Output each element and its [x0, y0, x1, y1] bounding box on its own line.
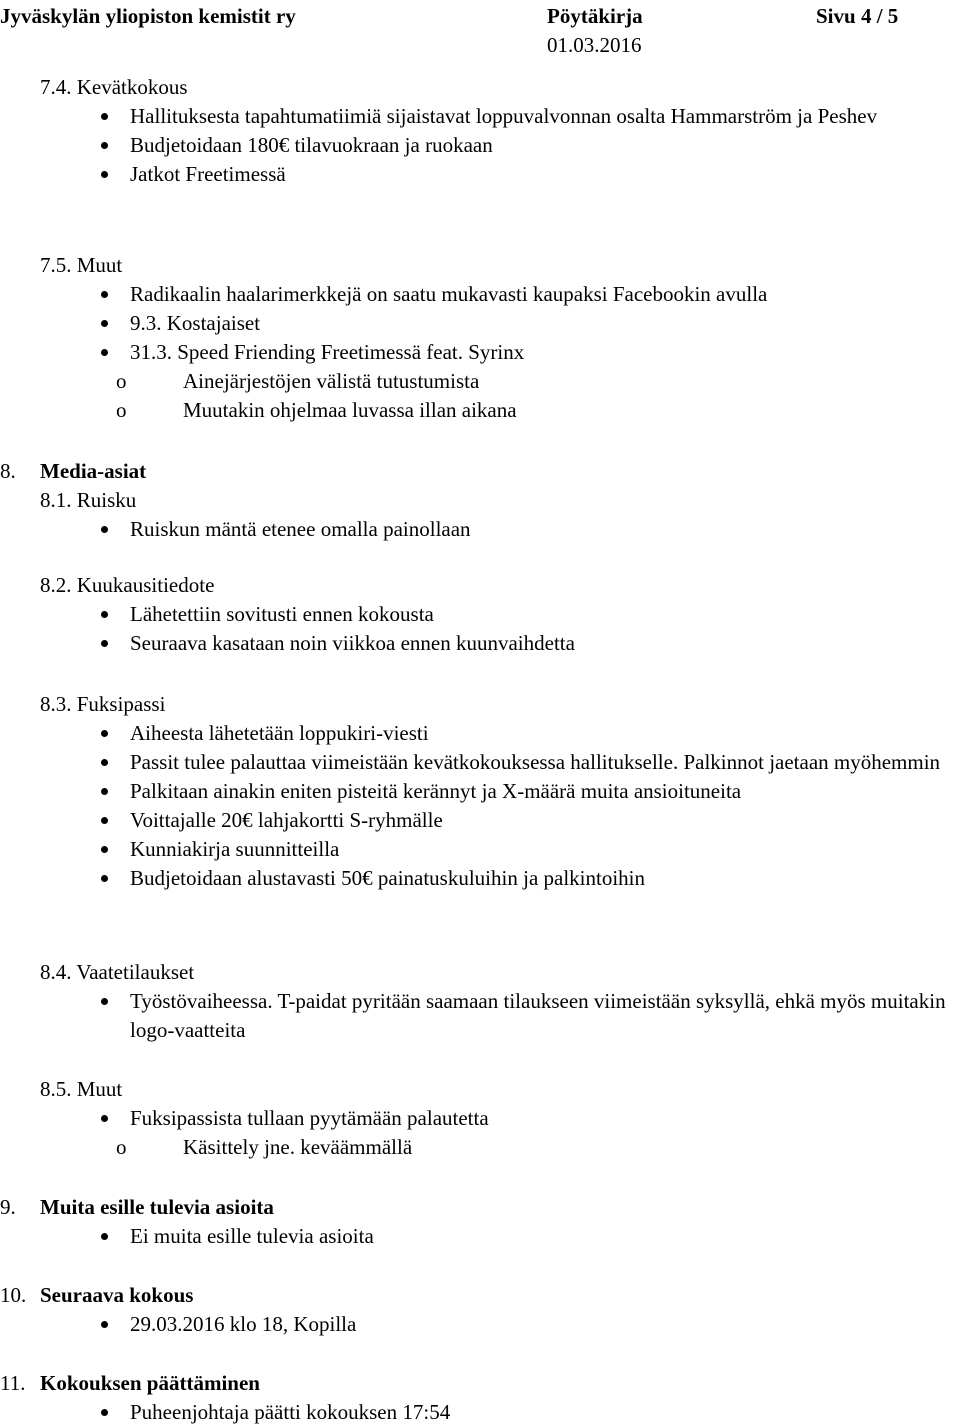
section-heading	[0, 1193, 960, 1222]
section-8-3	[0, 690, 960, 893]
section-8-2	[0, 571, 960, 658]
bullet-icon	[101, 320, 108, 327]
bullet-icon	[101, 998, 108, 1005]
bullet-icon	[101, 291, 108, 298]
bullet-icon	[101, 171, 108, 178]
section-title: 8.3. Fuksipassi	[40, 692, 166, 716]
section-8-5	[0, 1075, 960, 1162]
bullet-list	[0, 1398, 960, 1427]
list-item: Jatkot Freetimessä	[0, 160, 960, 189]
list-item: Budjetoidaan 180€ tilavuokraan ja ruokaan	[0, 131, 960, 160]
section-title: 8.5. Muut	[40, 1077, 123, 1101]
section-title: Kokouksen päättäminen	[40, 1371, 260, 1395]
bullet-list	[0, 600, 960, 658]
section-8-4	[0, 958, 960, 1045]
list-item: 9.3. Kostajaiset	[0, 309, 960, 338]
list-item: Kunniakirja suunnitteilla	[0, 835, 960, 864]
bullet-icon	[101, 846, 108, 853]
list-item: Työstövaiheessa. T-paidat pyritään saamaan tilaukseen viimeistään syksyllä, ehkä myös muitakin logo-vaatteita	[0, 987, 960, 1045]
bullet-icon	[101, 611, 108, 618]
list-item: Voittajalle 20€ lahjakortti S-ryhmälle	[0, 806, 960, 835]
list-item: Puheenjohtaja päätti kokouksen 17:54	[0, 1398, 960, 1427]
section-title: 8.4. Vaatetilaukset	[40, 960, 195, 984]
bullet-list	[0, 987, 960, 1045]
circle-bullet-icon: o	[116, 398, 127, 422]
document-date: 01.03.2016	[547, 33, 642, 57]
bullet-icon	[101, 640, 108, 647]
bullet-list	[0, 515, 960, 544]
section-heading	[0, 1369, 960, 1398]
section-title: 8.2. Kuukausitiedote	[40, 573, 215, 597]
section-title: 7.5. Muut	[40, 253, 123, 277]
organization-name: Jyväskylän yliopiston kemistit ry	[0, 4, 296, 28]
list-item: Radikaalin haalarimerkkejä on saatu mukavasti kaupaksi Facebookin avulla	[0, 280, 960, 309]
bullet-list	[0, 102, 960, 189]
section-10	[0, 1281, 960, 1339]
list-item: 31.3. Speed Friending Freetimessä feat. Syrinx	[0, 338, 960, 367]
section-7-5	[0, 251, 960, 425]
sub-list	[0, 1133, 960, 1162]
sub-list-item: o Käsittely jne. keväämmällä	[0, 1133, 960, 1162]
list-item: Lähetettiin sovitusti ennen kokousta	[0, 600, 960, 629]
section-7-4	[0, 73, 960, 189]
section-title: 7.4. Kevätkokous	[40, 75, 188, 99]
section-number: 11.	[0, 1371, 26, 1395]
section-title: Media-asiat	[40, 459, 147, 483]
section-title: Muita esille tulevia asioita	[40, 1195, 274, 1219]
section-heading	[0, 1281, 960, 1310]
list-item: Aiheesta lähetetään loppukiri-viesti	[0, 719, 960, 748]
sub-list-item: o Ainejärjestöjen välistä tutustumista	[0, 367, 960, 396]
circle-bullet-icon: o	[116, 369, 127, 393]
section-title: 8.1. Ruisku	[40, 488, 137, 512]
list-item: Palkitaan ainakin eniten pisteitä kerännyt ja X-määrä muita ansioituneita	[0, 777, 960, 806]
section-number: 10.	[0, 1283, 27, 1307]
circle-bullet-icon: o	[116, 1135, 127, 1159]
list-item: Hallituksesta tapahtumatiimiä sijaistavat loppuvalvonnan osalta Hammarström ja Peshev	[0, 102, 960, 131]
bullet-icon	[101, 759, 108, 766]
document-type: Pöytäkirja	[547, 4, 643, 28]
bullet-icon	[101, 1115, 108, 1122]
section-number: 9.	[0, 1195, 16, 1219]
bullet-list	[0, 1104, 960, 1133]
list-item: Fuksipassista tullaan pyytämään palautetta	[0, 1104, 960, 1133]
section-8-1	[0, 486, 960, 544]
bullet-icon	[101, 788, 108, 795]
bullet-list	[0, 280, 960, 367]
list-item: Ei muita esille tulevia asioita	[0, 1222, 960, 1251]
bullet-icon	[101, 142, 108, 149]
section-11	[0, 1369, 960, 1427]
bullet-icon	[101, 730, 108, 737]
page-number: Sivu 4 / 5	[816, 4, 899, 28]
sub-list-item: o Muutakin ohjelmaa luvassa illan aikana	[0, 396, 960, 425]
list-item: Seuraava kasataan noin viikkoa ennen kuunvaihdetta	[0, 629, 960, 658]
bullet-list	[0, 719, 960, 893]
bullet-icon	[101, 1233, 108, 1240]
section-8-heading	[0, 457, 960, 486]
bullet-icon	[101, 875, 108, 882]
page-header	[0, 2, 960, 62]
bullet-icon	[101, 1409, 108, 1416]
bullet-icon	[101, 113, 108, 120]
bullet-list	[0, 1222, 960, 1251]
list-item: Budjetoidaan alustavasti 50€ painatuskuluihin ja palkintoihin	[0, 864, 960, 893]
sub-list	[0, 367, 960, 425]
bullet-icon	[101, 349, 108, 356]
bullet-icon	[101, 1321, 108, 1328]
bullet-icon	[101, 817, 108, 824]
section-9	[0, 1193, 960, 1251]
list-item: Ruiskun mäntä etenee omalla painollaan	[0, 515, 960, 544]
bullet-icon	[101, 526, 108, 533]
list-item: Passit tulee palauttaa viimeistään kevätkokouksessa hallitukselle. Palkinnot jaetaan myöhemmin	[0, 748, 960, 777]
bullet-list	[0, 1310, 960, 1339]
section-number: 8.	[0, 459, 16, 483]
section-title: Seuraava kokous	[40, 1283, 194, 1307]
list-item: 29.03.2016 klo 18, Kopilla	[0, 1310, 960, 1339]
